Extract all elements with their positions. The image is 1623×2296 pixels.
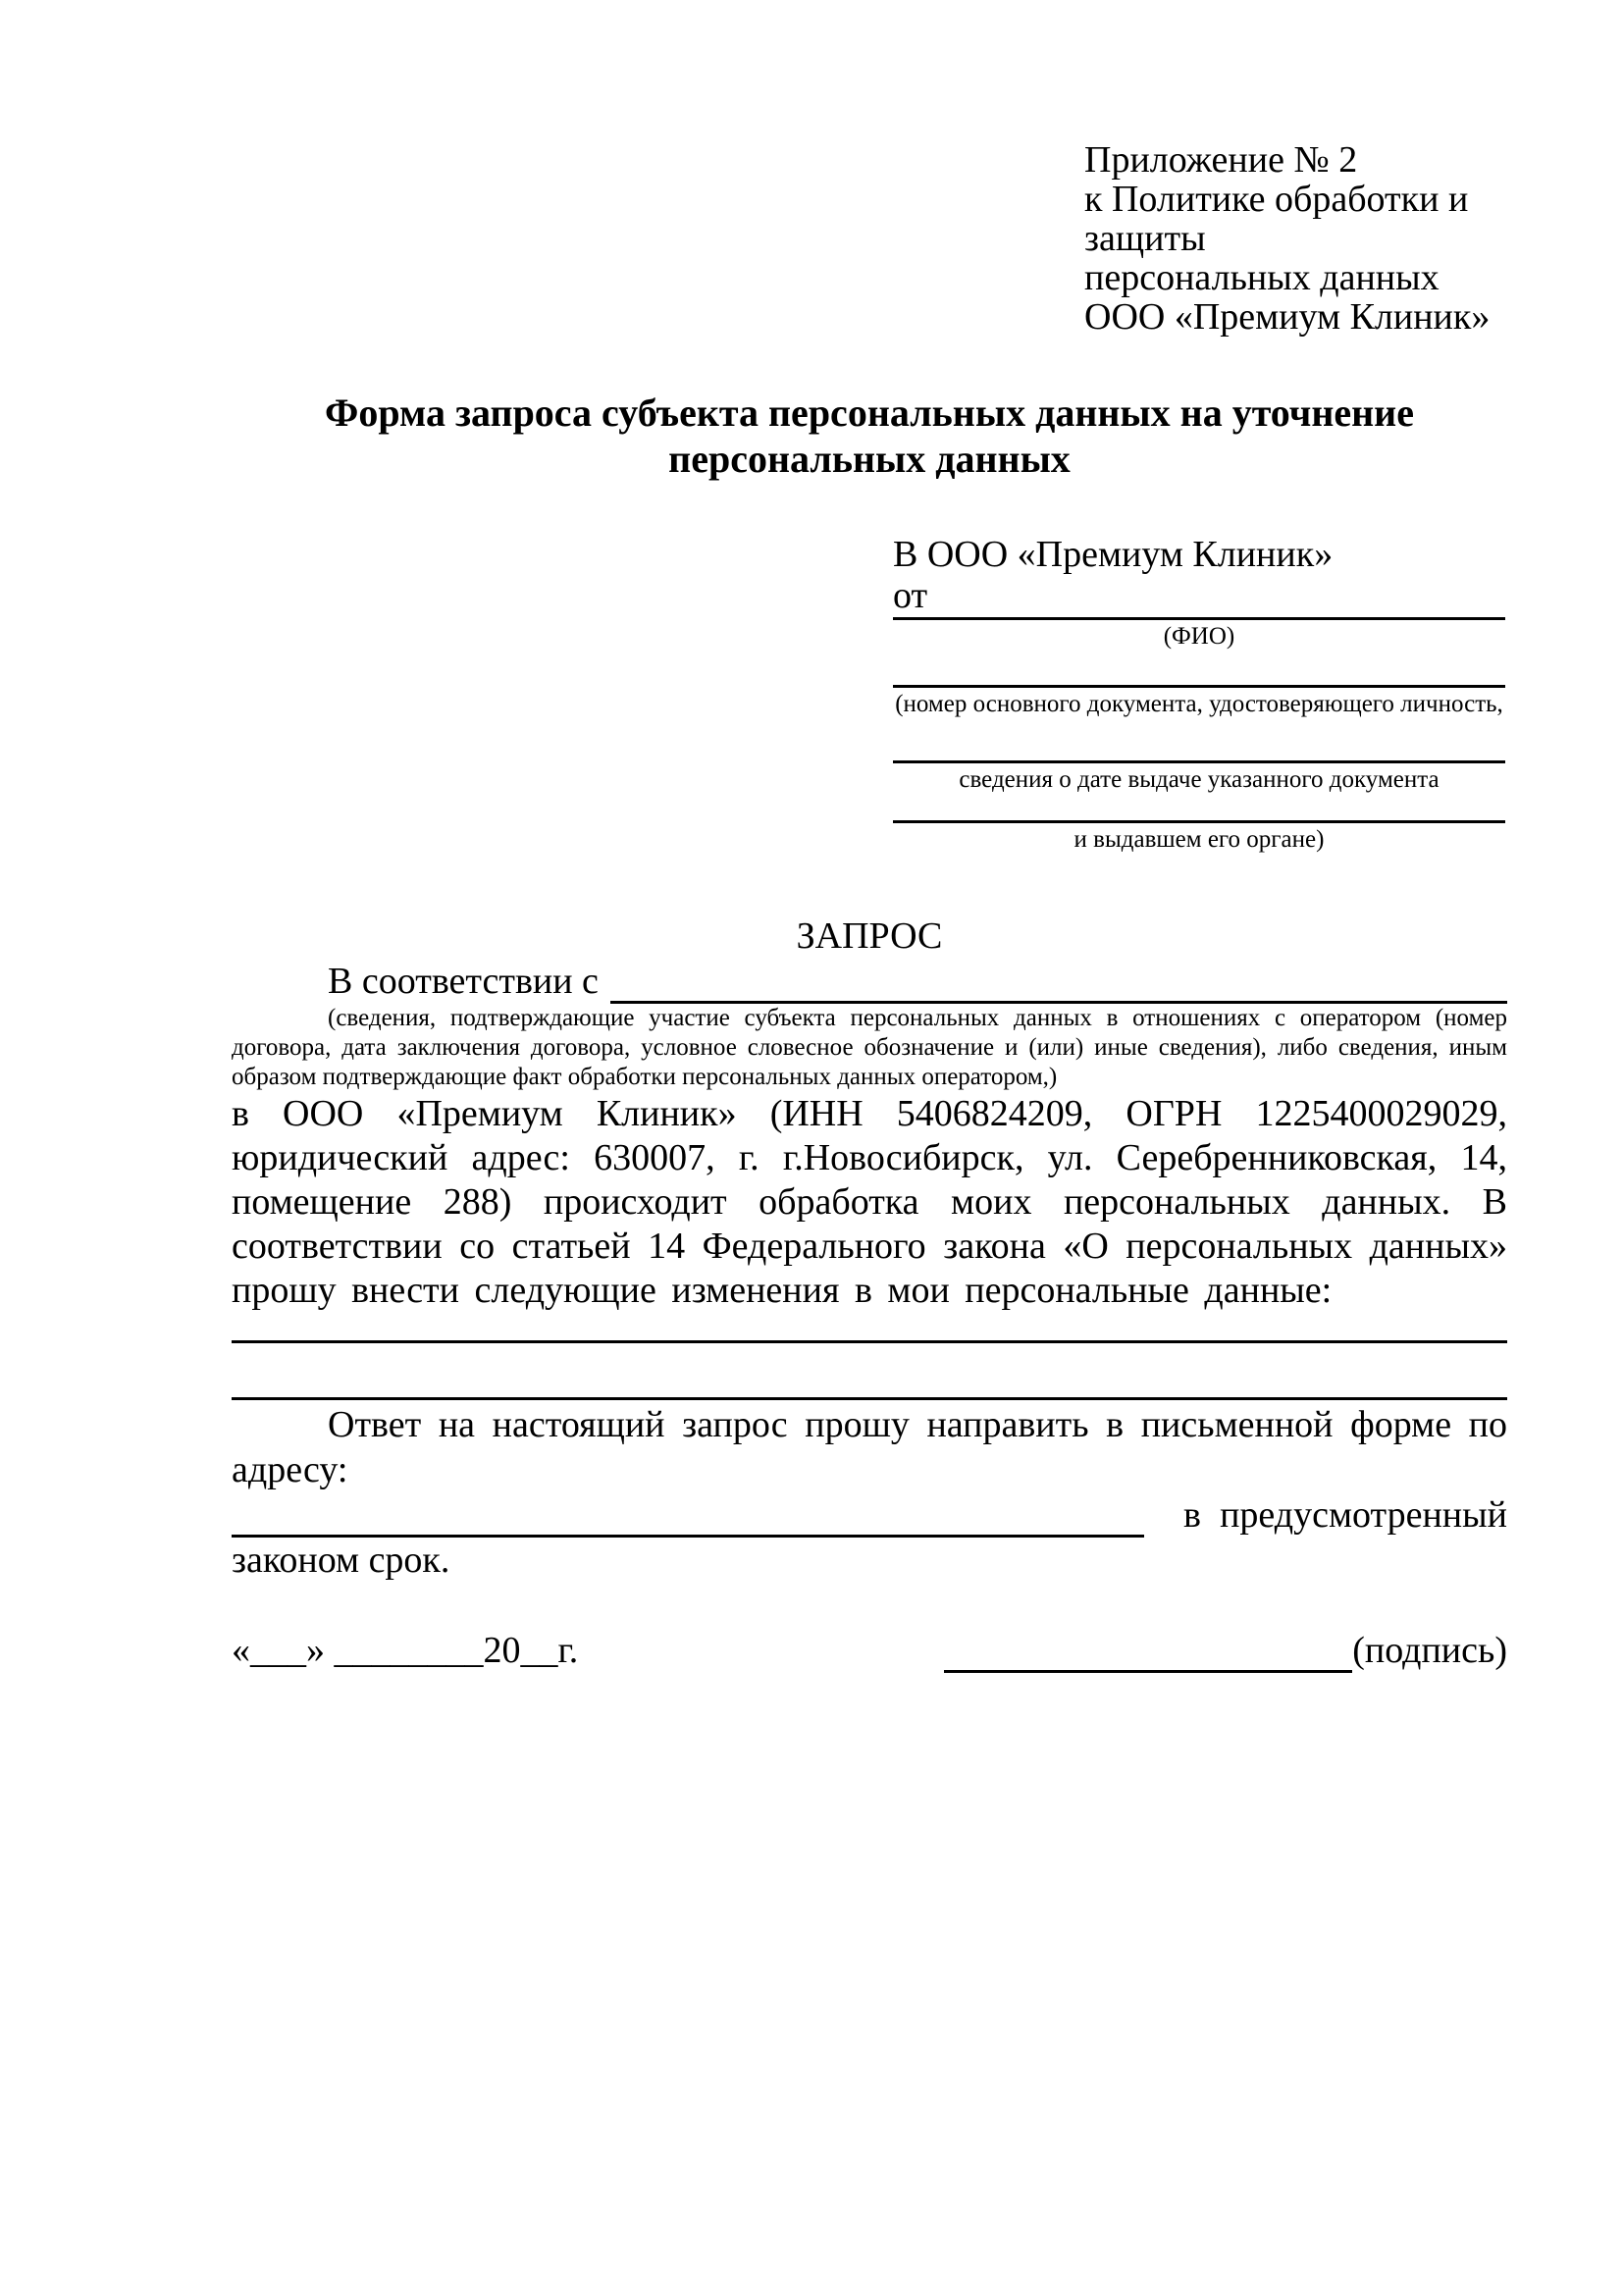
fio-caption: (ФИО) bbox=[1163, 623, 1235, 650]
appendix-line: к Политике обработки и защиты bbox=[1084, 179, 1469, 259]
accordance-blank-line bbox=[610, 962, 1507, 1004]
document-title: Форма запроса субъекта персональных данных на уточнение персональных данных bbox=[325, 391, 1414, 481]
document-number-blank-line bbox=[893, 652, 1505, 688]
issuing-authority-blank-line bbox=[893, 795, 1505, 823]
accordance-lead: В соответствии с bbox=[328, 961, 599, 1002]
issuing-authority-caption: и выдавшем его органе) bbox=[1073, 826, 1325, 853]
appendix-block bbox=[1084, 140, 1507, 337]
issue-date-caption: сведения о дате выдаче указанного документа bbox=[959, 766, 1440, 793]
changes-blank-line-2 bbox=[232, 1343, 1507, 1400]
reply-tail-word: в bbox=[1183, 1494, 1201, 1536]
date-line: «___» ________20__г. bbox=[232, 1630, 579, 1671]
document-number-caption: (номер основного документа, удостоверяющего личность, bbox=[895, 691, 1503, 717]
addressee-block bbox=[893, 533, 1505, 855]
changes-blank-line-1 bbox=[232, 1313, 1507, 1343]
request-heading: ЗАПРОС bbox=[796, 915, 943, 957]
signature-blank-line bbox=[944, 1631, 1352, 1673]
appendix-line: Приложение № 2 bbox=[1084, 139, 1358, 181]
reply-address-row bbox=[232, 1492, 1507, 1538]
body-paragraph: в ООО «Премиум Клиник» (ИНН 5406824209, ОГРН 1225400029029, юридический адрес: 630007, г. г.Новосибирск, ул. Серебренниковская, 14, помещение 288) происходит обработка моих персональных данных. В соответствии со статьей 14 Федерального закона «О персональных данных» прошу внести следующие изменения в мои персональные данные: bbox=[232, 1093, 1507, 1311]
addressee-to: В ООО «Премиум Клиник» bbox=[893, 534, 1334, 575]
reply-tail-word: предусмотренный bbox=[1220, 1494, 1507, 1536]
signature-group bbox=[944, 1628, 1507, 1673]
reply-lead: Ответ на настоящий запрос прошу направить в письменной форме по адресу: bbox=[232, 1404, 1507, 1490]
reply-end: законом срок. bbox=[232, 1539, 450, 1581]
reply-tail bbox=[1144, 1492, 1507, 1538]
accordance-note: (сведения, подтверждающие участие субъекта персональных данных в отношениях с оператором (номер договора, дата заключения договора, условное словесное обозначение и (или) иные сведения), либо сведения, иным образом подтверждающие факт обработки персональных данных оператором,) bbox=[232, 1005, 1507, 1090]
signature-caption: (подпись) bbox=[1352, 1630, 1507, 1671]
accordance-row bbox=[232, 959, 1507, 1004]
addressee-from: от bbox=[893, 575, 928, 616]
date-signature-row bbox=[232, 1628, 1507, 1673]
appendix-line: персональных данных bbox=[1084, 257, 1440, 298]
issue-date-blank-line bbox=[893, 719, 1505, 763]
address-blank-line bbox=[232, 1495, 1144, 1538]
appendix-line: ООО «Премиум Клиник» bbox=[1084, 296, 1491, 338]
